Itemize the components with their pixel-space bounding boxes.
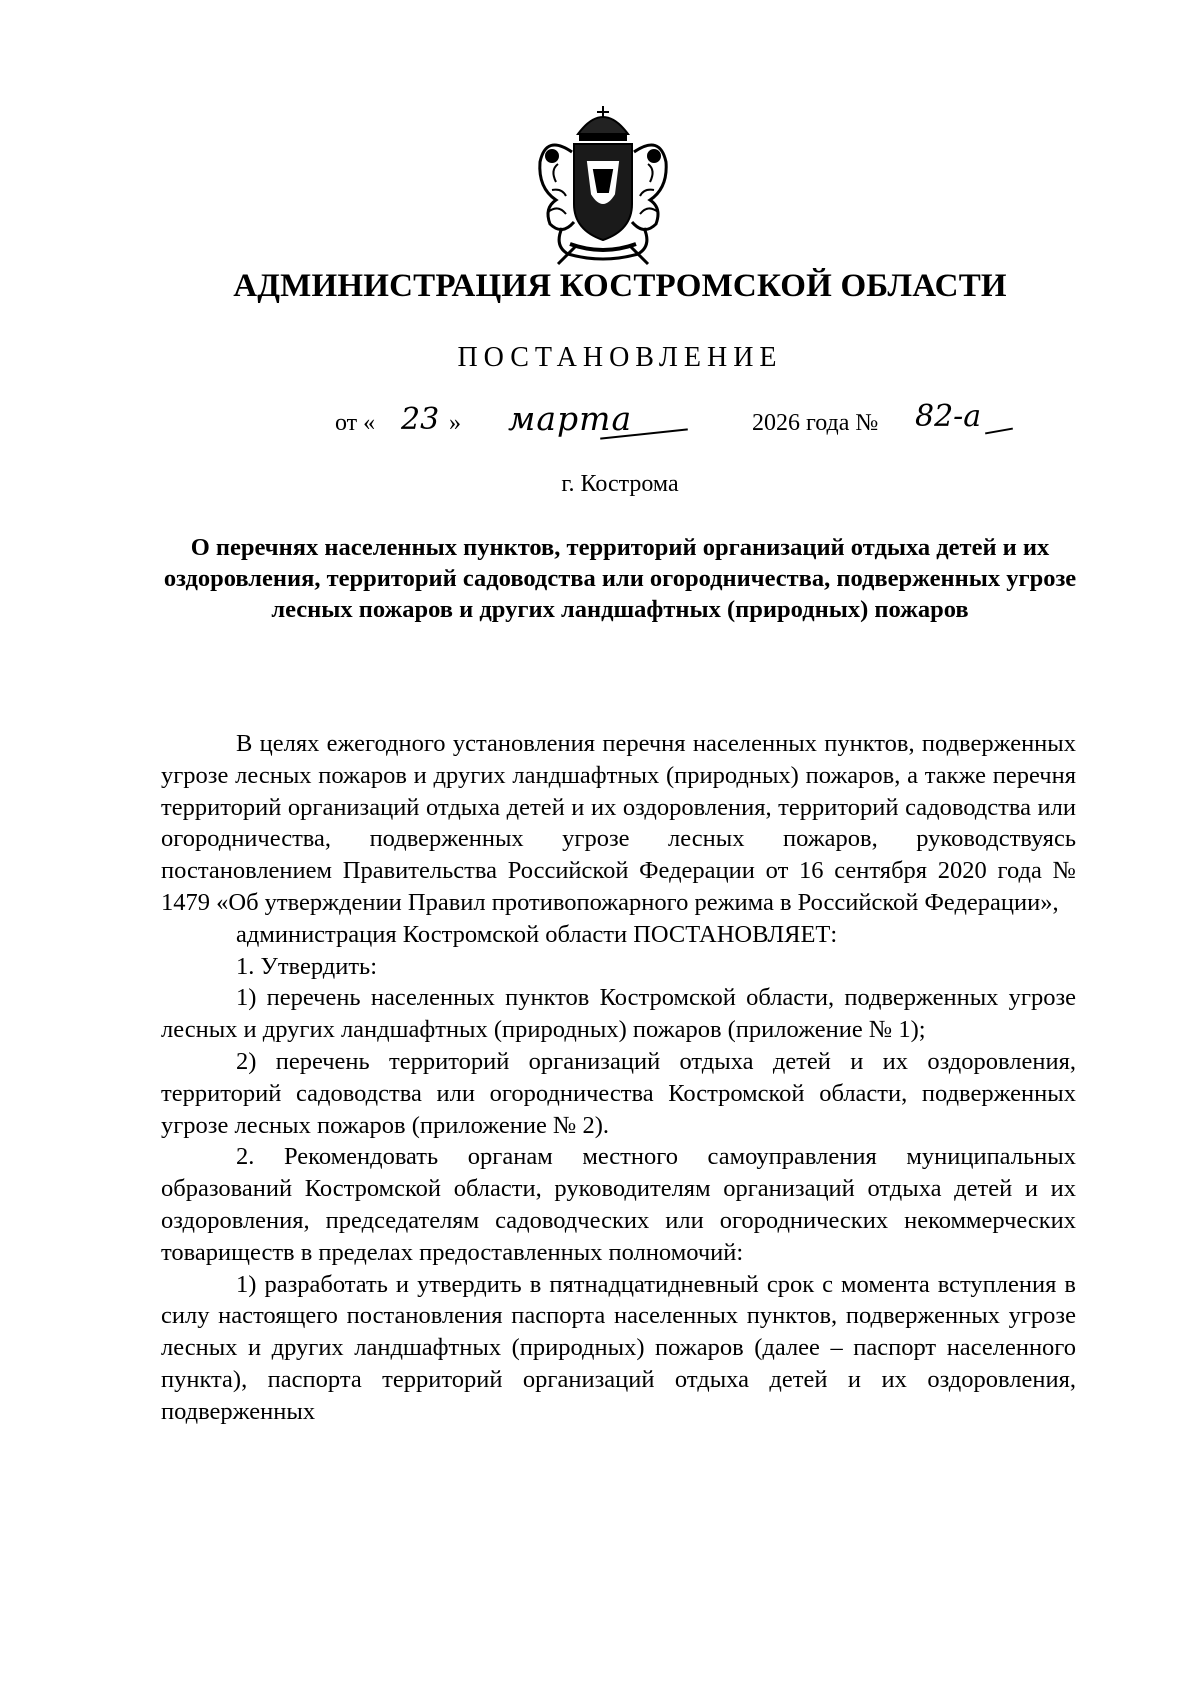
handwritten-document-number: 82-а — [915, 399, 982, 434]
paragraph-item-1-2: 2) перечень территорий организаций отдыха детей и их оздоровления, территорий садоводства или огородничества Костромской области, подверженных угрозе лесных пожаров (приложение № 2). — [161, 1047, 1076, 1139]
date-prefix: от « — [335, 410, 376, 436]
document-type: ПОСТАНОВЛЕНИЕ — [457, 342, 783, 373]
date-day-close: » — [449, 410, 461, 436]
handwritten-month: марта — [508, 399, 633, 438]
city: г. Кострома — [561, 471, 679, 497]
document-title: О перечнях населенных пунктов, территорий организаций отдыха детей и их оздоровления, территорий садоводства или огородничества, подверженных угрозе лесных пожаров и других ландшафтных (природных) пожаров — [163, 534, 1077, 623]
paragraph-item-2: 2. Рекомендовать органам местного самоуправления муниципальных образований Костромской области, руководителям организаций отдыха детей и их оздоровления, председателям садоводческих или огороднических некоммерческих товариществ в пределах предоставленных полномочий: — [161, 1143, 1076, 1266]
handwritten-day: 23 — [401, 402, 440, 437]
paragraph-item-1-1: 1) перечень населенных пунктов Костромской области, подверженных угрозе лесных и других ландшафтных (природных) пожаров (приложение № 1); — [161, 984, 1076, 1044]
number-tail-stroke — [985, 428, 1013, 435]
paragraph-preamble: В целях ежегодного установления перечня населенных пунктов, подверженных угрозе лесных пожаров и других ландшафтных (природных) пожаров, а также перечня территорий организаций отдыха детей и их оздоровления, территорий садоводства или огородничества, подверженных угрозе лесных пожаров, руководствуясь постановлением Правительства Российской Федерации от 16 сентября 2020 года № 1479 «Об утверждении Правил противопожарного режима в Российской Федерации», — [161, 730, 1076, 916]
paragraph-item-2-1: 1) разработать и утвердить в пятнадцатидневный срок с момента вступления в силу настоящего постановления паспорта населенных пунктов, подверженных угрозе лесных и других ландшафтных (природных) пожаров (далее – паспорт населенного пункта), паспорта территорий организаций отдыха детей и их оздоровления, подверженных — [161, 1270, 1076, 1425]
coat-of-arms-emblem — [528, 104, 678, 276]
organization-title: АДМИНИСТРАЦИЯ КОСТРОМСКОЙ ОБЛАСТИ — [233, 268, 1007, 304]
paragraph-resolves: администрация Костромской области ПОСТАНОВЛЯЕТ: — [236, 920, 838, 948]
date-year-and-number-label: 2026 года № — [752, 410, 879, 436]
paragraph-item-1: 1. Утвердить: — [236, 952, 378, 980]
document-body — [161, 728, 1076, 1428]
